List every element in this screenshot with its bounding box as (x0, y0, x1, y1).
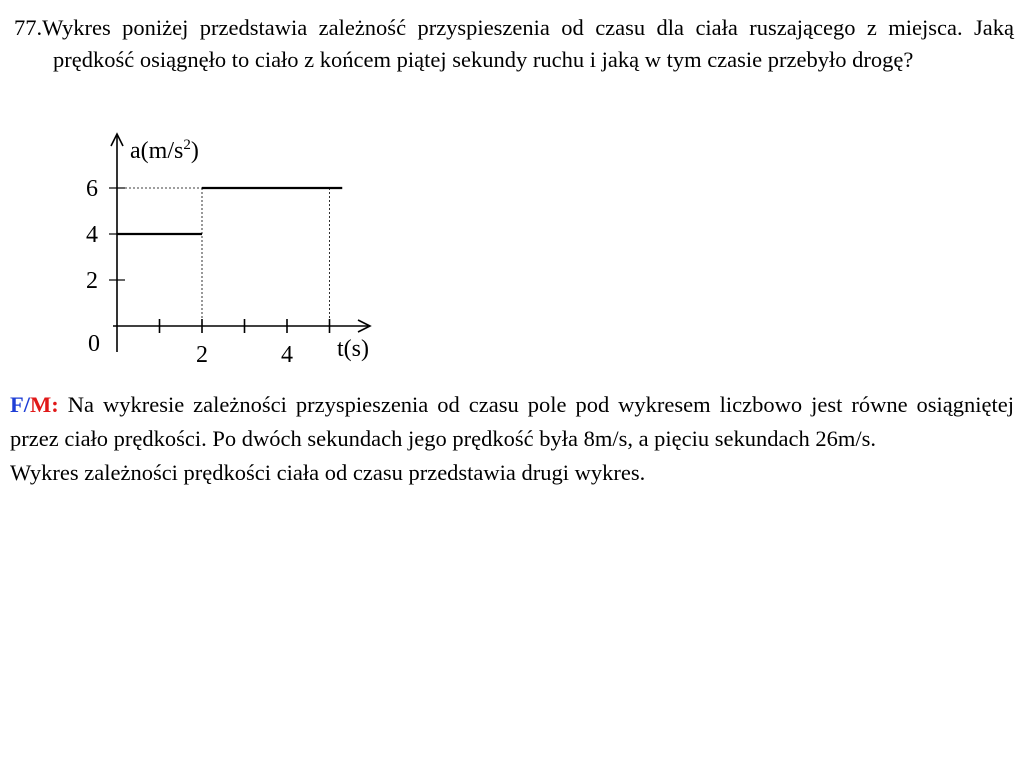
y-tick-label: 4 (86, 222, 98, 248)
answer-paragraph-2: Wykres zależności prędkości ciała od czasu przedstawia drugi wykres. (10, 460, 646, 485)
y-axis-label: $a(m/s^2)$ (130, 137, 199, 164)
chart-ticks (86, 176, 330, 368)
x-tick-label: 2 (196, 342, 208, 368)
chart-guides (117, 188, 330, 326)
x-axis-label: t(s) (337, 336, 369, 362)
answer-text-1: Na wykresie zależności przyspieszenia od czasu pole pod wykresem liczbowo jest równe osiągniętej przez ciało prędkości. Po dwóch sekundach jego prędkość była 8m/s, a pięciu sekundach 26m/s. (10, 392, 1015, 451)
tag-m: M: (30, 392, 59, 417)
y-tick-label: 2 (86, 268, 98, 294)
chart-axes (111, 134, 370, 352)
tag-separator: / (23, 392, 31, 417)
chart-labels (88, 137, 369, 362)
x-tick-label: 4 (281, 342, 293, 368)
chart-series (117, 188, 342, 234)
y-tick-label: 6 (86, 176, 98, 202)
problem-body: Wykres poniżej przedstawia zależność przyspieszenia od czasu dla ciała ruszającego z miejsca. Jaką prędkość osiągnęło to ciało z końcem piątej sekundy ruchu i jaką w tym czasie przebyło drogę? (42, 15, 1014, 72)
tag-f: F (10, 392, 24, 417)
problem-number: 77. (14, 15, 43, 40)
origin-label: 0 (88, 331, 100, 357)
answer-paragraph-1 (10, 388, 1014, 456)
answer-section (10, 388, 1014, 490)
